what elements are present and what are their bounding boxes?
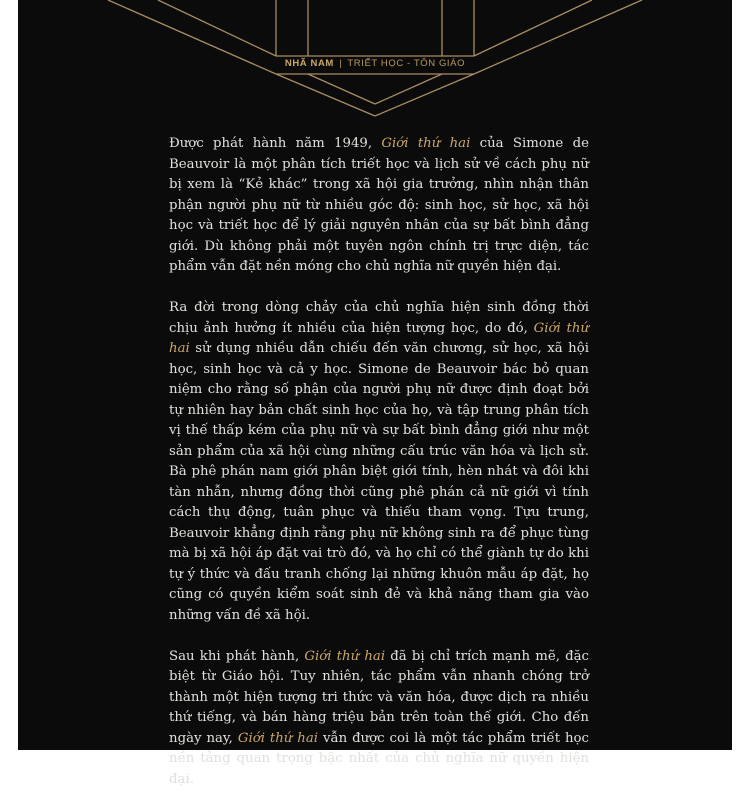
paragraph-3-text-c: vẫn được coi là một tác phẩm triết học nền tảng quan trọng bậc nhất của chủ nghĩa nữ quyền hiện đại. [169, 730, 589, 787]
book-category: TRIẾT HỌC - TÔN GIÁO [347, 58, 466, 69]
book-title-italic: Giới thứ hai [304, 648, 386, 664]
book-back-cover [18, 0, 732, 787]
description-paragraph-2 [169, 298, 589, 626]
paragraph-2-text-a: Ra đời trong dòng chảy của chủ nghĩa hiện sinh đồng thời chịu ảnh hưởng ít nhiều của hiện tượng học, do đó, [169, 300, 589, 336]
book-description [169, 134, 589, 811]
publisher-imprint [18, 58, 732, 69]
book-title-italic: Giới thứ hai [381, 136, 471, 151]
imprint-separator: | [339, 58, 343, 69]
publisher-name: NHÃ NAM [284, 58, 334, 69]
description-paragraph-1 [169, 134, 589, 278]
book-title-italic: Giới thứ hai [237, 730, 319, 746]
paragraph-2-text-b: sử dụng nhiều dẫn chiếu đến văn chương, sử học, xã hội học, sinh học và cả y học. Simone de Beauvoir bác bỏ quan niệm cho rằng số phận của người phụ nữ được định đoạt bởi tự nhiên hay bản chất sinh học của họ, và tập trung phân tích vị thế thấp kém của phụ nữ và sự bất bình đẳng giới như một sản phẩm của xã hội cùng những cấu trúc văn hóa và lịch sử. Bà phê phán nam giới phân biệt giới tính, hèn nhát và đôi khi tàn nhẫn, nhưng đồng thời cũng phê phán cả nữ giới vì tính cách thụ động, tuân phục và thiếu tham vọng. Tựu trung, Beauvoir khẳng định rằng phụ nữ không sinh ra để phục tùng mà bị xã hội áp đặt vai trò đó, và họ chỉ có thể giành tự do khi tự ý thức và đấu tranh chống lại những khuôn mẫu áp đặt, họ cũng có quyền kiểm soát sinh đẻ và khả năng tham gia vào những vấn đề xã hội. [169, 341, 589, 623]
book-title-italic: Giới thứ hai [169, 320, 589, 356]
paragraph-1-text-a: Được phát hành năm 1949, [169, 136, 382, 151]
paragraph-3-text-a: Sau khi phát hành, [169, 648, 305, 664]
paragraph-1-text-b: của Simone de Beauvoir là một phân tích triết học và lịch sử về cách phụ nữ bị xem là “Kẻ khác” trong xã hội gia trưởng, nhìn nhận thân phận người phụ nữ từ nhiều góc độ: sinh học, sử học, xã hội học và triết học để lý giải nguyên nhân của sự bất bình đẳng giới. Dù không phải một tuyên ngôn chính trị trực diện, tác phẩm vẫn đặt nền móng cho chủ nghĩa nữ quyền hiện đại. [169, 136, 589, 274]
paragraph-3-text-b: đã bị chỉ trích mạnh mẽ, đặc biệt từ Giáo hội. Tuy nhiên, tác phẩm vẫn nhanh chóng trở thành một hiện tượng tri thức và văn hóa, được dịch ra nhiều thứ tiếng, và bán hàng triệu bản trên toàn thế giới. Cho đến ngày nay, [169, 648, 589, 746]
description-paragraph-3 [169, 647, 589, 791]
